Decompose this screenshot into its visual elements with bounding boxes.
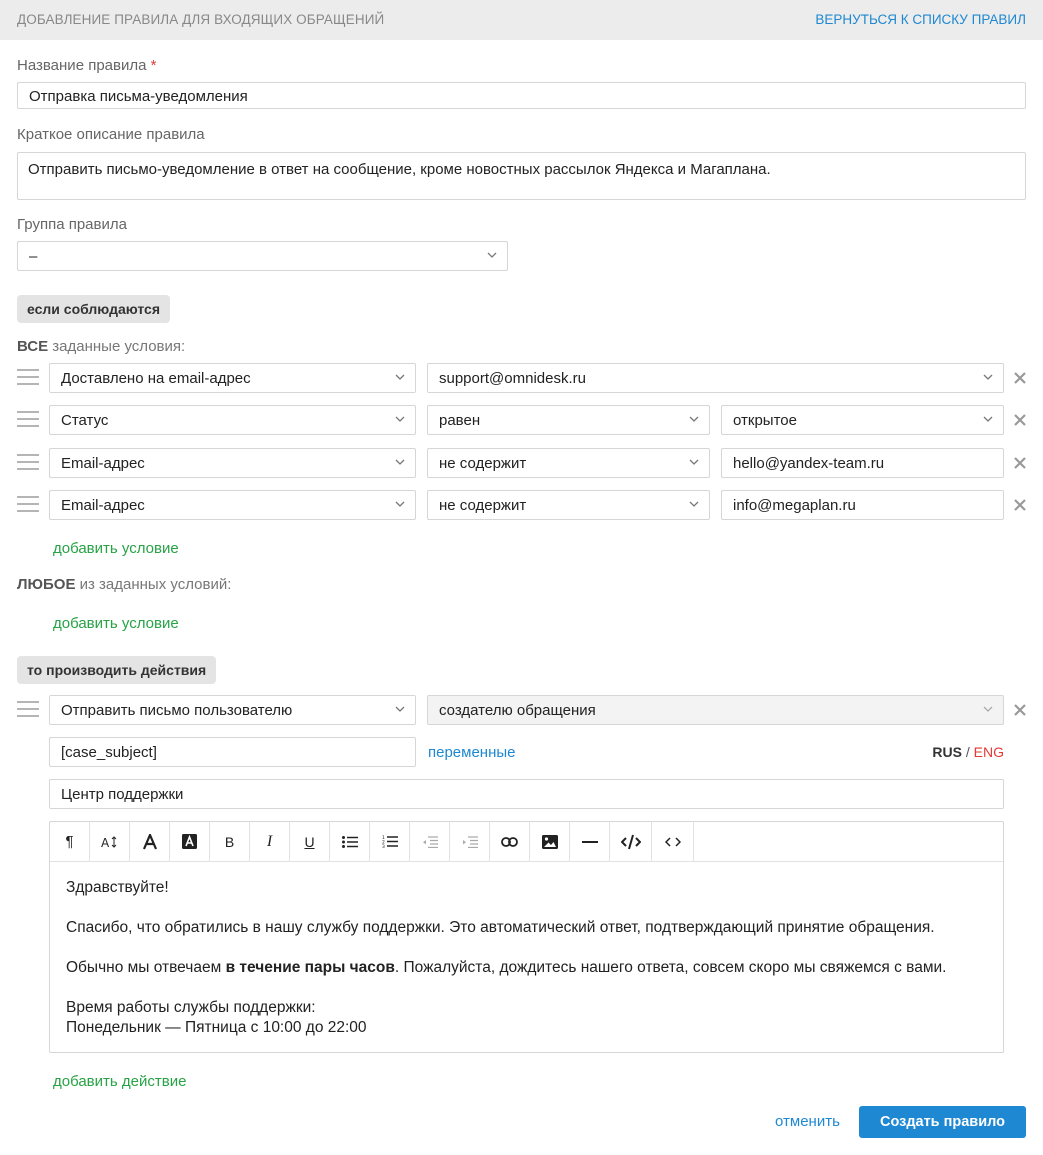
- rule-name-label-text: Название правила: [17, 57, 147, 74]
- condition-3-field-value: Email-адрес: [61, 455, 145, 472]
- editor-content[interactable]: [66, 878, 996, 1038]
- drag-handle-icon[interactable]: [17, 411, 39, 429]
- remove-condition-1-icon[interactable]: [1013, 371, 1027, 385]
- drag-handle-icon[interactable]: [17, 369, 39, 387]
- condition-1-value: support@omnidesk.ru: [439, 370, 586, 387]
- indent-icon[interactable]: [450, 822, 490, 861]
- any-conditions-text: из заданных условий:: [75, 576, 232, 593]
- page-title: ДОБАВЛЕНИЕ ПРАВИЛА ДЛЯ ВХОДЯЩИХ ОБРАЩЕНИЙ: [17, 12, 385, 27]
- svg-text:1: 1: [381, 836, 385, 841]
- email-hours-line-2: Понедельник — Пятница с 10:00 до 22:00: [66, 1019, 367, 1036]
- all-conditions-keyword: ВСЕ: [17, 338, 49, 355]
- horizontal-rule-icon[interactable]: [570, 822, 610, 861]
- condition-2-operator-select[interactable]: [427, 405, 710, 435]
- image-icon[interactable]: [530, 822, 570, 861]
- condition-4-operator: не содержит: [439, 497, 527, 514]
- condition-2-field-value: Статус: [61, 412, 109, 429]
- condition-2-field-select[interactable]: [49, 405, 416, 435]
- email-subject-input[interactable]: [49, 737, 416, 767]
- rule-name-label: [17, 57, 156, 74]
- condition-1-field-value: Доставлено на email-адрес: [61, 370, 251, 387]
- condition-4-field-value: Email-адрес: [61, 497, 145, 514]
- chevron-down-icon: [689, 414, 699, 424]
- create-rule-button[interactable]: Создать правило: [859, 1106, 1026, 1138]
- remove-condition-2-icon[interactable]: [1013, 413, 1027, 427]
- condition-4-field-select[interactable]: [49, 490, 416, 520]
- font-color-icon[interactable]: [130, 822, 170, 861]
- condition-1-value-select[interactable]: [427, 363, 1004, 393]
- condition-1-field-select[interactable]: [49, 363, 416, 393]
- underline-icon[interactable]: U: [290, 822, 330, 861]
- lang-eng[interactable]: ENG: [973, 744, 1004, 760]
- chevron-down-icon: [395, 372, 405, 382]
- drag-handle-icon[interactable]: [17, 701, 39, 719]
- editor-toolbar: [50, 822, 1003, 862]
- add-condition-any-link[interactable]: добавить условие: [53, 615, 179, 632]
- chevron-down-icon: [487, 250, 497, 260]
- bulleted-list-icon[interactable]: [330, 822, 370, 861]
- remove-action-icon[interactable]: [1013, 703, 1027, 717]
- any-conditions-heading: [17, 576, 231, 593]
- chevron-down-icon: [395, 457, 405, 467]
- rule-description-textarea[interactable]: [17, 152, 1026, 200]
- numbered-list-icon[interactable]: [370, 822, 410, 861]
- condition-3-value-input[interactable]: [721, 448, 1004, 478]
- action-type-value: Отправить письмо пользователю: [61, 702, 293, 719]
- chevron-down-icon: [395, 499, 405, 509]
- background-color-icon[interactable]: [170, 822, 210, 861]
- email-paragraph-2-end: . Пожалуйста, дождитесь нашего ответа, совсем скоро мы свяжемся с вами.: [394, 959, 947, 976]
- sender-name-value: Центр поддержки: [61, 786, 184, 803]
- rule-description-value: Отправить письмо-уведомление в ответ на сообщение, кроме новостных рассылок Яндекса и Магаплана.: [28, 161, 771, 178]
- svg-text:3: 3: [381, 845, 385, 848]
- variables-link[interactable]: переменные: [428, 744, 516, 761]
- condition-4-operator-select[interactable]: [427, 490, 710, 520]
- lang-separator: /: [965, 744, 970, 760]
- email-paragraph-1: Спасибо, что обратились в нашу службу поддержки. Это автоматический ответ, подтверждающий принятие обращения.: [66, 919, 935, 936]
- condition-2-value: открытое: [733, 412, 797, 429]
- svg-text:2: 2: [381, 840, 385, 846]
- any-conditions-keyword: ЛЮБОЕ: [17, 576, 76, 593]
- email-hours-line-1: Время работы службы поддержки:: [66, 999, 316, 1016]
- condition-3-field-select[interactable]: [49, 448, 416, 478]
- condition-4-value-input[interactable]: [721, 490, 1004, 520]
- chevron-down-icon: [689, 457, 699, 467]
- chevron-down-icon: [395, 704, 405, 714]
- drag-handle-icon[interactable]: [17, 496, 39, 514]
- condition-2-operator: равен: [439, 412, 481, 429]
- required-mark: *: [150, 57, 157, 74]
- rule-group-value: –: [29, 248, 38, 265]
- chevron-down-icon: [395, 414, 405, 424]
- email-body-editor[interactable]: [49, 821, 1004, 1053]
- email-greeting: Здравствуйте!: [66, 879, 169, 896]
- add-action-link[interactable]: добавить действие: [53, 1073, 187, 1090]
- condition-4-value: info@megaplan.ru: [733, 497, 856, 514]
- rule-group-select[interactable]: [17, 241, 508, 271]
- conditions-section-pill: если соблюдаются: [17, 295, 170, 323]
- back-to-rules-link[interactable]: ВЕРНУТЬСЯ К СПИСКУ ПРАВИЛ: [815, 12, 1026, 27]
- condition-3-value: hello@yandex-team.ru: [733, 455, 885, 472]
- email-paragraph-2-bold: в течение пары часов: [225, 959, 395, 976]
- rule-description-label: Краткое описание правила: [17, 126, 205, 143]
- chevron-down-icon: [983, 372, 993, 382]
- rule-group-label: Группа правила: [17, 216, 127, 233]
- email-subject-value: [case_subject]: [61, 744, 157, 761]
- actions-section-pill: то производить действия: [17, 656, 216, 684]
- condition-2-value-select[interactable]: [721, 405, 1004, 435]
- italic-icon[interactable]: I: [250, 822, 290, 861]
- all-conditions-heading: [17, 338, 185, 355]
- code-icon[interactable]: [610, 822, 652, 861]
- action-type-select[interactable]: [49, 695, 416, 725]
- page-header: [0, 0, 1043, 40]
- all-conditions-text: заданные условия:: [48, 338, 186, 355]
- rule-name-value: Отправка письма-уведомления: [29, 88, 248, 105]
- condition-3-operator-select[interactable]: [427, 448, 710, 478]
- remove-condition-3-icon[interactable]: [1013, 456, 1027, 470]
- chevron-down-icon: [689, 499, 699, 509]
- remove-condition-4-icon[interactable]: [1013, 498, 1027, 512]
- action-recipient-value: создателю обращения: [439, 702, 596, 719]
- sender-name-input[interactable]: [49, 779, 1004, 809]
- paragraph-icon[interactable]: ¶: [50, 822, 90, 861]
- font-size-icon[interactable]: [90, 822, 130, 861]
- bold-icon[interactable]: B: [210, 822, 250, 861]
- rule-name-input[interactable]: [17, 82, 1026, 109]
- email-paragraph-2-start: Обычно мы отвечаем: [66, 959, 226, 976]
- svg-text:A: A: [100, 835, 109, 849]
- email-paragraph-2: [66, 958, 996, 978]
- drag-handle-icon[interactable]: [17, 454, 39, 472]
- language-switcher: [932, 744, 1004, 760]
- action-recipient-select[interactable]: [427, 695, 1004, 725]
- chevron-down-icon: [983, 414, 993, 424]
- outdent-icon[interactable]: [410, 822, 450, 861]
- condition-3-operator: не содержит: [439, 455, 527, 472]
- chevron-down-icon: [983, 704, 993, 714]
- html-source-icon[interactable]: [652, 822, 694, 861]
- add-condition-all-link[interactable]: добавить условие: [53, 540, 179, 557]
- link-icon[interactable]: [490, 822, 530, 861]
- lang-rus[interactable]: RUS: [932, 744, 962, 760]
- cancel-button[interactable]: отменить: [775, 1113, 840, 1130]
